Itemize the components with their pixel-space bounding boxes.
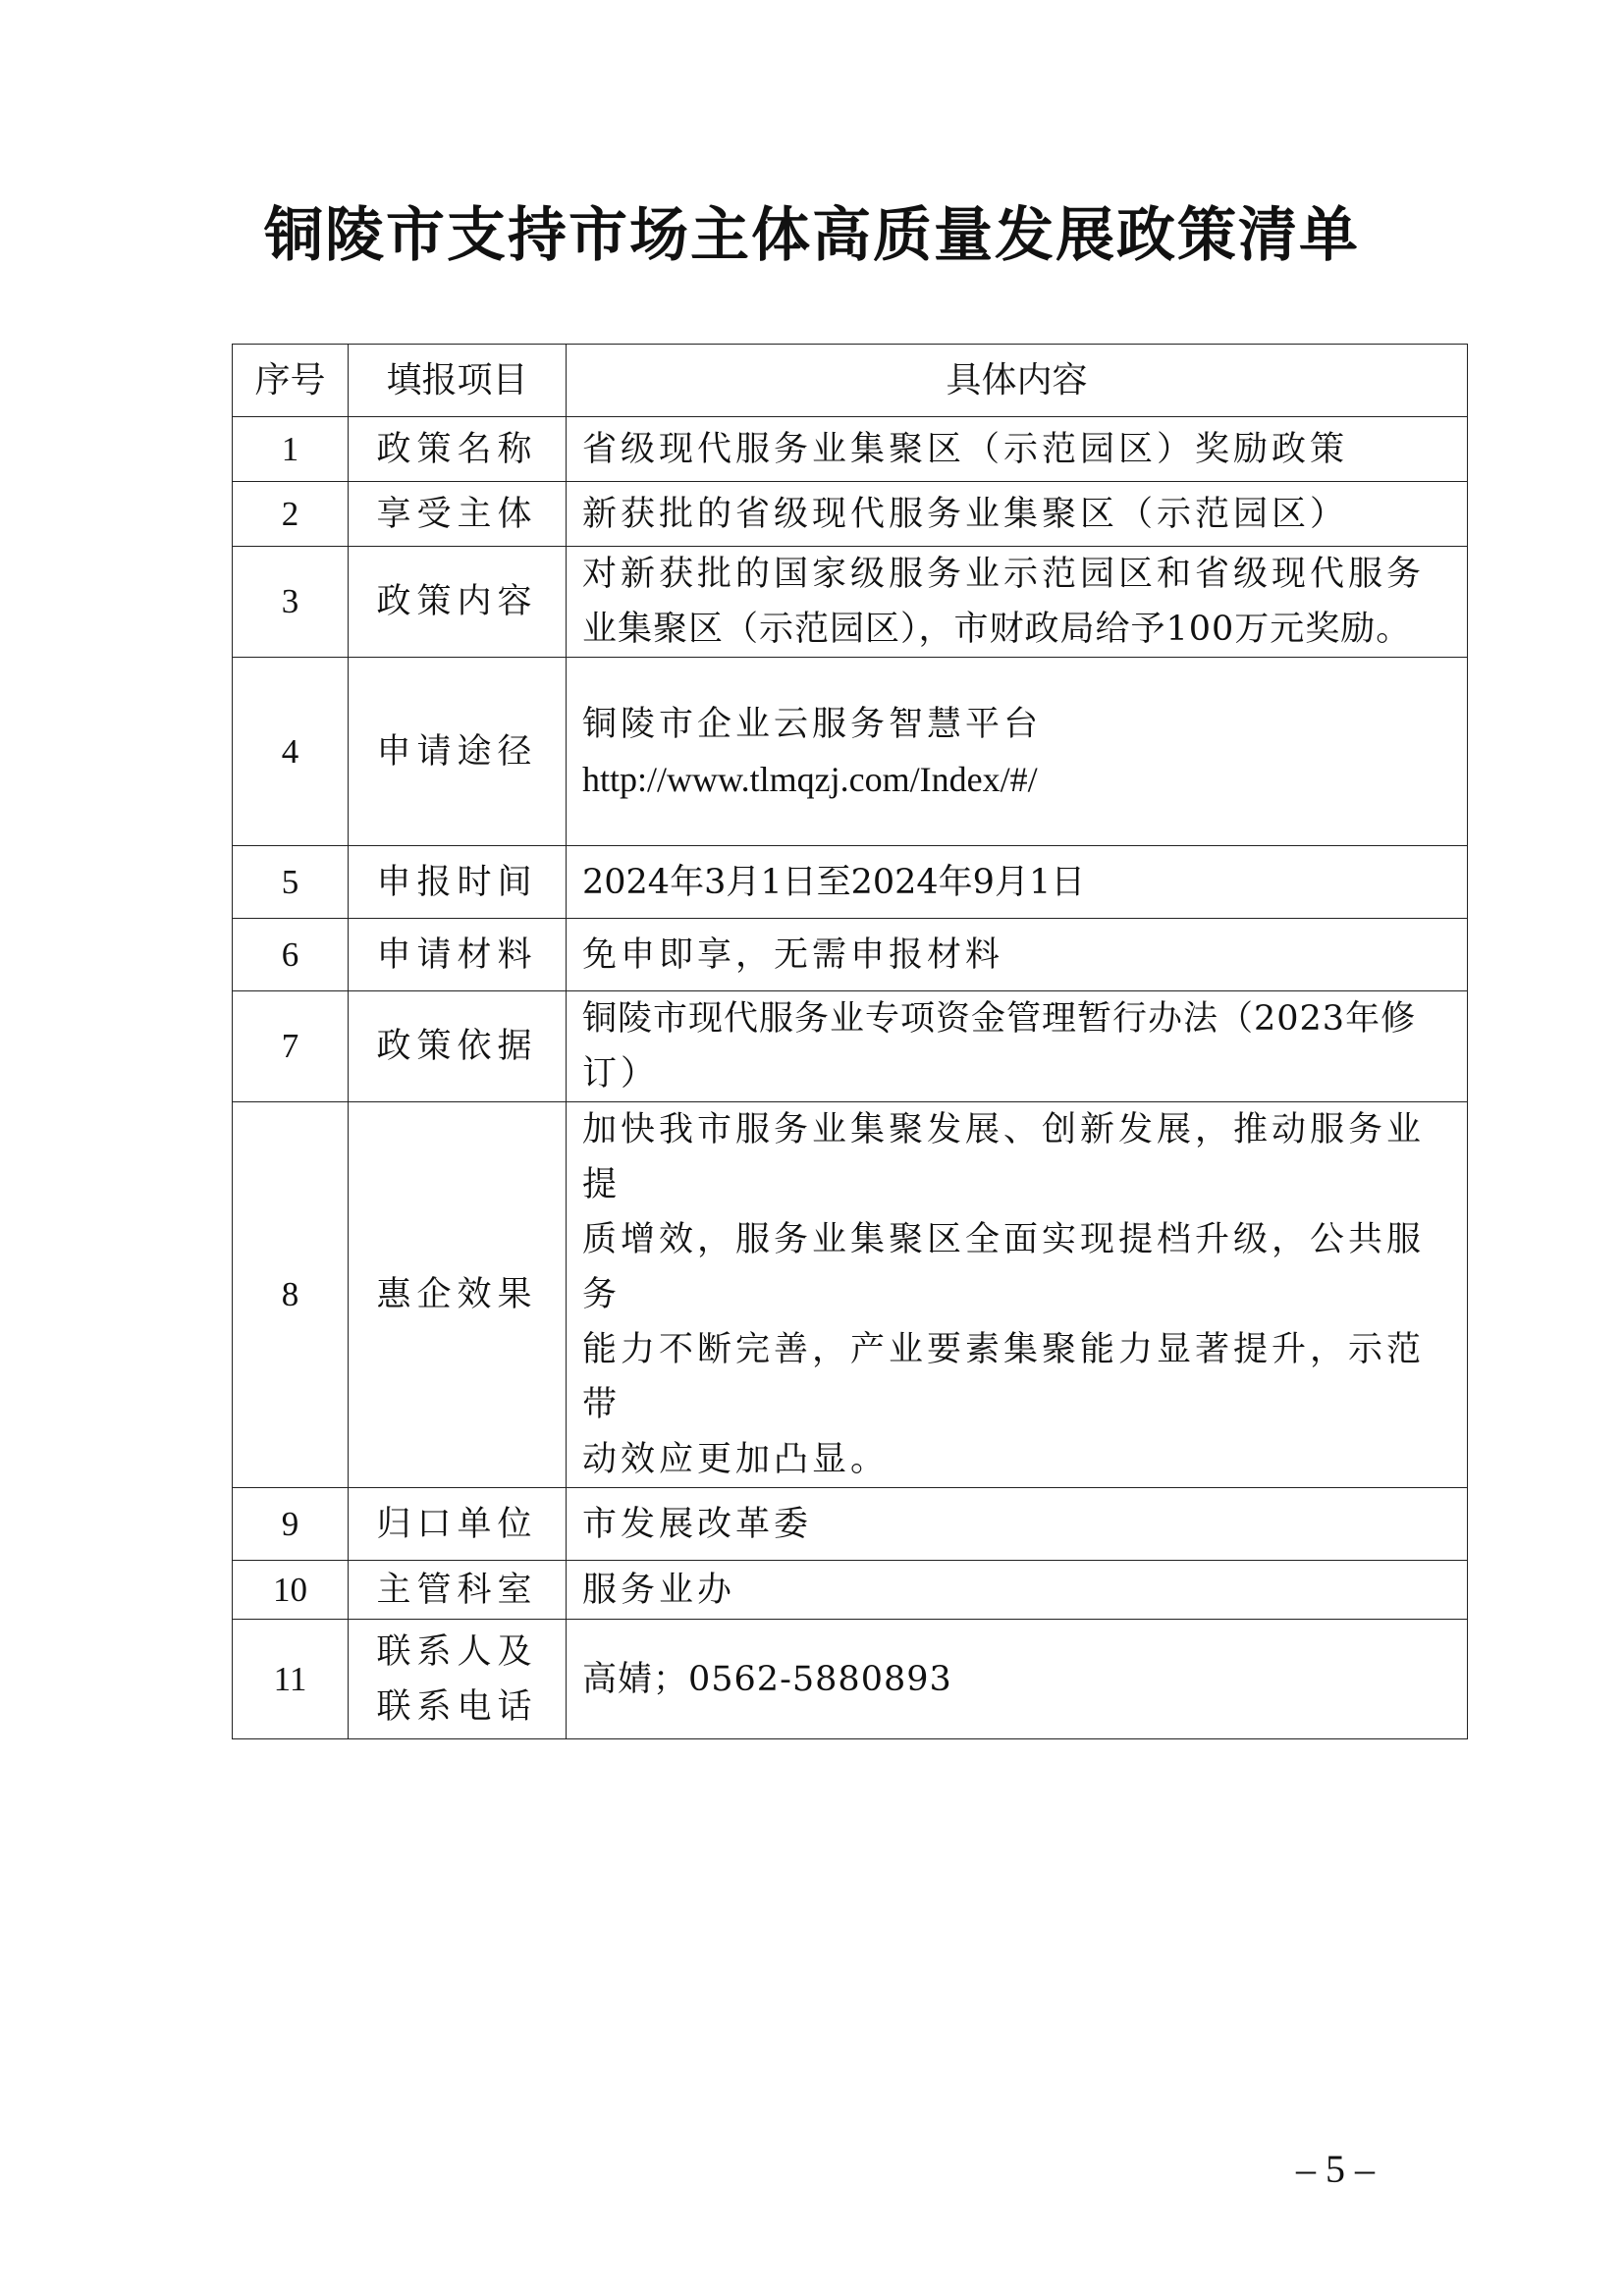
content-line: 动效应更加凸显。 — [582, 1440, 890, 1479]
table-row — [233, 482, 1468, 547]
table-row — [233, 1561, 1468, 1620]
header-no: 序号 — [233, 345, 349, 417]
row-item: 政策依据 — [349, 991, 567, 1102]
row-content — [567, 1620, 1468, 1739]
row-item: 申请材料 — [349, 919, 567, 991]
row-item: 归口单位 — [349, 1488, 567, 1561]
table-row — [233, 991, 1468, 1102]
row-content — [567, 547, 1468, 658]
content-line: 对新获批的国家级服务业示范园区和省级现代服务 — [582, 555, 1426, 594]
row-item: 享受主体 — [349, 482, 567, 547]
header-item: 填报项目 — [349, 345, 567, 417]
policy-table — [232, 344, 1468, 1739]
row-content — [567, 991, 1468, 1102]
row-number: 7 — [233, 991, 349, 1102]
table-row — [233, 547, 1468, 658]
page-title: 铜陵市支持市场主体高质量发展政策清单 — [264, 201, 1360, 270]
row-number: 6 — [233, 919, 349, 991]
row-item: 惠企效果 — [349, 1102, 567, 1488]
table-row — [233, 1102, 1468, 1488]
row-content — [567, 919, 1468, 991]
row-number: 4 — [233, 658, 349, 846]
row-content — [567, 417, 1468, 482]
table-row — [233, 658, 1468, 846]
content-line: 加快我市服务业集聚发展、创新发展，推动服务业提 — [582, 1110, 1426, 1204]
content-line: 市发展改革委 — [582, 1504, 813, 1544]
row-item: 主管科室 — [349, 1561, 567, 1620]
content-line: 新获批的省级现代服务业集聚区（示范园区） — [582, 494, 1349, 534]
row-item: 政策内容 — [349, 547, 567, 658]
application-url: http://www.tlmqzj.com/Index/#/ — [582, 759, 1038, 799]
row-item-line: 联系电话 — [376, 1686, 538, 1727]
content-line: 2024年3月1日至2024年9月1日 — [582, 862, 1086, 902]
table-row — [233, 846, 1468, 919]
content-line: 免申即享，无需申报材料 — [582, 934, 1004, 975]
table-row — [233, 417, 1468, 482]
row-item: 申请途径 — [349, 658, 567, 846]
row-content — [567, 1561, 1468, 1620]
row-item: 政策名称 — [349, 417, 567, 482]
table-row — [233, 1620, 1468, 1739]
content-line: 质增效，服务业集聚区全面实现提档升级，公共服务 — [582, 1220, 1426, 1314]
row-number: 8 — [233, 1102, 349, 1488]
page-number: – 5 – — [1296, 2147, 1375, 2191]
row-item — [349, 1620, 567, 1739]
row-content — [567, 1488, 1468, 1561]
content-line: 省级现代服务业集聚区（示范园区）奖励政策 — [582, 429, 1349, 469]
row-number: 5 — [233, 846, 349, 919]
row-content — [567, 482, 1468, 547]
row-item-line: 联系人及 — [376, 1631, 538, 1672]
content-line: 业集聚区（示范园区），市财政局给予100万元奖励。 — [582, 610, 1412, 649]
table-row — [233, 919, 1468, 991]
row-content — [567, 1102, 1468, 1488]
content-line: 服务业办 — [582, 1570, 736, 1610]
content-line: 铜陵市现代服务业专项资金管理暂行办法（2023年修 — [582, 999, 1417, 1039]
row-number: 3 — [233, 547, 349, 658]
row-number: 11 — [233, 1620, 349, 1739]
contact-info: 高婧；0562-5880893 — [582, 1659, 952, 1699]
row-number: 2 — [233, 482, 349, 547]
header-content: 具体内容 — [567, 345, 1468, 417]
row-item: 申报时间 — [349, 846, 567, 919]
row-content — [567, 658, 1468, 846]
row-number: 1 — [233, 417, 349, 482]
content-line: 能力不断完善，产业要素集聚能力显著提升，示范带 — [582, 1330, 1426, 1424]
content-line: 铜陵市企业云服务智慧平台 — [582, 704, 1043, 744]
content-line: 订） — [582, 1054, 660, 1094]
table-row — [233, 1488, 1468, 1561]
row-number: 9 — [233, 1488, 349, 1561]
row-content — [567, 846, 1468, 919]
row-number: 10 — [233, 1561, 349, 1620]
table-header-row — [233, 345, 1468, 417]
